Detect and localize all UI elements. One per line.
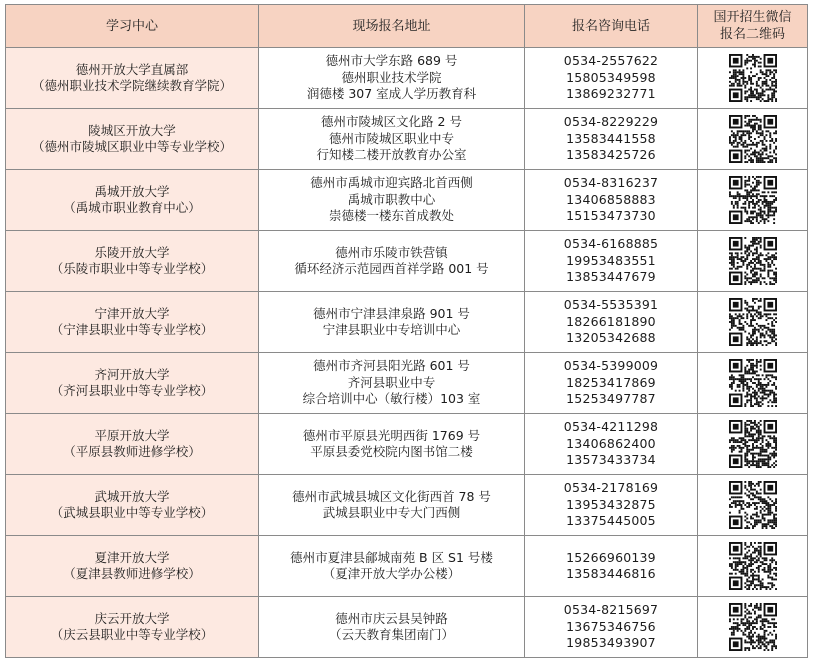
phone-cell <box>525 597 698 658</box>
center-name: 德州开放大学直属部 <box>75 61 189 77</box>
phone-cell <box>525 109 698 170</box>
qr-code-icon[interactable] <box>729 542 777 590</box>
center-subtitle: （德州市陵城区职业中等专业学校） <box>31 139 232 154</box>
header-qr-line2: 报名二维码 <box>719 27 785 42</box>
phone-cell <box>525 353 698 414</box>
address-line: 德州市宁津县津泉路 901 号 <box>313 305 470 321</box>
phone-number[interactable]: 13853447679 <box>566 269 656 285</box>
phone-number[interactable]: 13375445005 <box>566 513 656 529</box>
center-subtitle: （齐河县职业中等专业学校） <box>50 383 214 398</box>
qr-code-icon[interactable] <box>729 420 777 468</box>
address-line: 德州市齐河县阳光路 601 号 <box>313 358 470 374</box>
address-line: 德州职业技术学院 <box>341 69 442 85</box>
phone-number[interactable]: 13869232771 <box>566 86 656 102</box>
qr-cell <box>698 109 808 170</box>
address-line: 德州市禹城市迎宾路北首西侧 <box>310 175 473 191</box>
phone-number[interactable]: 0534-2178169 <box>563 480 659 496</box>
table-row <box>6 536 808 597</box>
table-row <box>6 597 808 658</box>
address-line: 德州市武城县城区文化街西首 78 号 <box>292 488 491 504</box>
learning-center-cell <box>6 353 259 414</box>
address-cell <box>259 353 525 414</box>
center-subtitle: （平原县教师进修学校） <box>63 444 201 459</box>
center-subtitle: （乐陵市职业中等专业学校） <box>50 261 214 276</box>
learning-center-cell <box>6 231 259 292</box>
phone-cell <box>525 231 698 292</box>
table-header-row <box>6 5 808 48</box>
table-row <box>6 109 808 170</box>
phone-number[interactable]: 13573433734 <box>566 452 656 468</box>
qr-cell <box>698 475 808 536</box>
qr-code-icon[interactable] <box>729 481 777 529</box>
address-cell <box>259 170 525 231</box>
phone-cell <box>525 48 698 109</box>
qr-cell <box>698 353 808 414</box>
address-line: 崇德楼一楼东首成教处 <box>328 208 454 224</box>
address-line: 宁津县职业中专培训中心 <box>322 322 461 337</box>
qr-code-icon[interactable] <box>729 603 777 651</box>
center-name: 夏津开放大学 <box>94 549 170 565</box>
qr-cell <box>698 597 808 658</box>
phone-number[interactable]: 19953483551 <box>566 252 656 268</box>
address-line: 德州市陵城区文化路 2 号 <box>321 114 462 130</box>
phone-number[interactable]: 18253417869 <box>566 374 656 390</box>
phone-cell <box>525 292 698 353</box>
registration-table-container <box>5 4 808 658</box>
qr-cell <box>698 48 808 109</box>
phone-number[interactable]: 13583425726 <box>566 147 656 163</box>
center-name: 平原开放大学 <box>94 427 170 443</box>
table-body <box>6 48 808 658</box>
address-line: 武城县职业中专大门西侧 <box>322 505 461 520</box>
phone-cell <box>525 414 698 475</box>
address-line: 德州市大学东路 689 号 <box>325 53 458 69</box>
phone-number[interactable]: 0534-8316237 <box>563 175 659 191</box>
phone-number[interactable]: 13205342688 <box>566 330 656 346</box>
qr-code-icon[interactable] <box>729 237 777 285</box>
qr-cell <box>698 170 808 231</box>
table-row <box>6 353 808 414</box>
phone-number[interactable]: 0534-2557622 <box>563 53 659 69</box>
learning-center-cell <box>6 475 259 536</box>
address-cell <box>259 536 525 597</box>
address-line: 德州市夏津县鄃城南苑 B 区 S1 号楼 <box>290 549 493 565</box>
center-subtitle: （宁津县职业中等专业学校） <box>50 322 214 337</box>
header-qr <box>698 5 808 48</box>
qr-code-icon[interactable] <box>729 54 777 102</box>
address-line: （夏津开放大学办公楼） <box>322 566 461 581</box>
phone-number[interactable]: 18266181890 <box>566 313 656 329</box>
phone-number[interactable]: 15153473730 <box>566 208 656 224</box>
qr-cell <box>698 292 808 353</box>
table-row <box>6 170 808 231</box>
center-name: 陵城区开放大学 <box>88 122 176 138</box>
learning-center-cell <box>6 48 259 109</box>
center-subtitle: （德州职业技术学院继续教育学院） <box>31 78 232 93</box>
phone-cell <box>525 170 698 231</box>
center-subtitle: （庆云县职业中等专业学校） <box>50 627 214 642</box>
address-cell <box>259 109 525 170</box>
qr-cell <box>698 231 808 292</box>
phone-number[interactable]: 15253497787 <box>566 391 656 407</box>
center-name: 武城开放大学 <box>94 488 170 504</box>
learning-center-cell <box>6 292 259 353</box>
phone-number[interactable]: 13953432875 <box>566 496 656 512</box>
header-qr-line1: 国开招生微信 <box>713 10 792 25</box>
address-line: 齐河县职业中专 <box>347 374 436 390</box>
center-name: 宁津开放大学 <box>94 305 170 321</box>
center-subtitle: （禹城市职业教育中心） <box>63 200 201 215</box>
phone-number[interactable]: 13406858883 <box>566 191 656 207</box>
learning-center-cell <box>6 536 259 597</box>
phone-number[interactable]: 0534-5535391 <box>563 297 659 313</box>
address-cell <box>259 292 525 353</box>
qr-cell <box>698 536 808 597</box>
address-line: （云天教育集团南门） <box>328 627 454 642</box>
center-name: 乐陵开放大学 <box>94 244 170 260</box>
phone-number[interactable]: 13675346756 <box>566 618 656 634</box>
address-line: 德州市庆云县吴钟路 <box>335 610 448 626</box>
phone-number[interactable]: 13406862400 <box>566 435 656 451</box>
address-line: 润德楼 307 室成人学历教育科 <box>306 86 477 102</box>
center-name: 齐河开放大学 <box>94 366 170 382</box>
qr-code-icon[interactable] <box>729 176 777 224</box>
address-line: 禹城市职教中心 <box>347 191 436 207</box>
center-subtitle: （武城县职业中等专业学校） <box>50 505 214 520</box>
center-name: 禹城开放大学 <box>94 183 170 199</box>
phone-number[interactable]: 15266960139 <box>566 549 656 565</box>
center-name: 庆云开放大学 <box>94 610 170 626</box>
table-row <box>6 231 808 292</box>
phone-number[interactable]: 0534-8229229 <box>563 114 659 130</box>
phone-number[interactable]: 0534-5399009 <box>563 358 659 374</box>
address-line: 行知楼二楼开放教育办公室 <box>316 147 467 163</box>
phone-cell <box>525 475 698 536</box>
table-row <box>6 414 808 475</box>
header-address: 现场报名地址 <box>259 5 525 48</box>
phone-cell <box>525 536 698 597</box>
phone-number[interactable]: 19853493907 <box>566 635 656 651</box>
address-cell <box>259 48 525 109</box>
registration-table <box>5 4 808 658</box>
learning-center-cell <box>6 597 259 658</box>
address-line: 德州市陵城区职业中专 <box>328 130 454 146</box>
address-line: 德州市平原县光明西街 1769 号 <box>302 427 481 443</box>
center-subtitle: （夏津县教师进修学校） <box>63 566 201 581</box>
address-cell <box>259 597 525 658</box>
table-row <box>6 48 808 109</box>
address-cell <box>259 231 525 292</box>
phone-number[interactable]: 0534-6168885 <box>563 236 659 252</box>
address-cell <box>259 475 525 536</box>
address-line: 德州市乐陵市铁营镇 <box>335 244 448 260</box>
qr-cell <box>698 414 808 475</box>
header-phone: 报名咨询电话 <box>525 5 698 48</box>
header-center: 学习中心 <box>6 5 259 48</box>
address-cell <box>259 414 525 475</box>
address-line: 循环经济示范园西首祥学路 001 号 <box>294 261 489 276</box>
phone-number[interactable]: 0534-8215697 <box>563 602 659 618</box>
learning-center-cell <box>6 109 259 170</box>
learning-center-cell <box>6 170 259 231</box>
phone-number[interactable]: 13583441558 <box>566 130 656 146</box>
address-line: 综合培训中心（敏行楼）103 室 <box>302 391 481 407</box>
address-line: 平原县委党校院内图书馆二楼 <box>310 444 473 459</box>
phone-number[interactable]: 13583446816 <box>566 566 656 581</box>
table-row <box>6 475 808 536</box>
learning-center-cell <box>6 414 259 475</box>
phone-number[interactable]: 0534-4211298 <box>563 419 659 435</box>
phone-number[interactable]: 15805349598 <box>566 69 656 85</box>
table-row <box>6 292 808 353</box>
qr-code-icon[interactable] <box>729 359 777 407</box>
qr-code-icon[interactable] <box>729 115 777 163</box>
qr-code-icon[interactable] <box>729 298 777 346</box>
